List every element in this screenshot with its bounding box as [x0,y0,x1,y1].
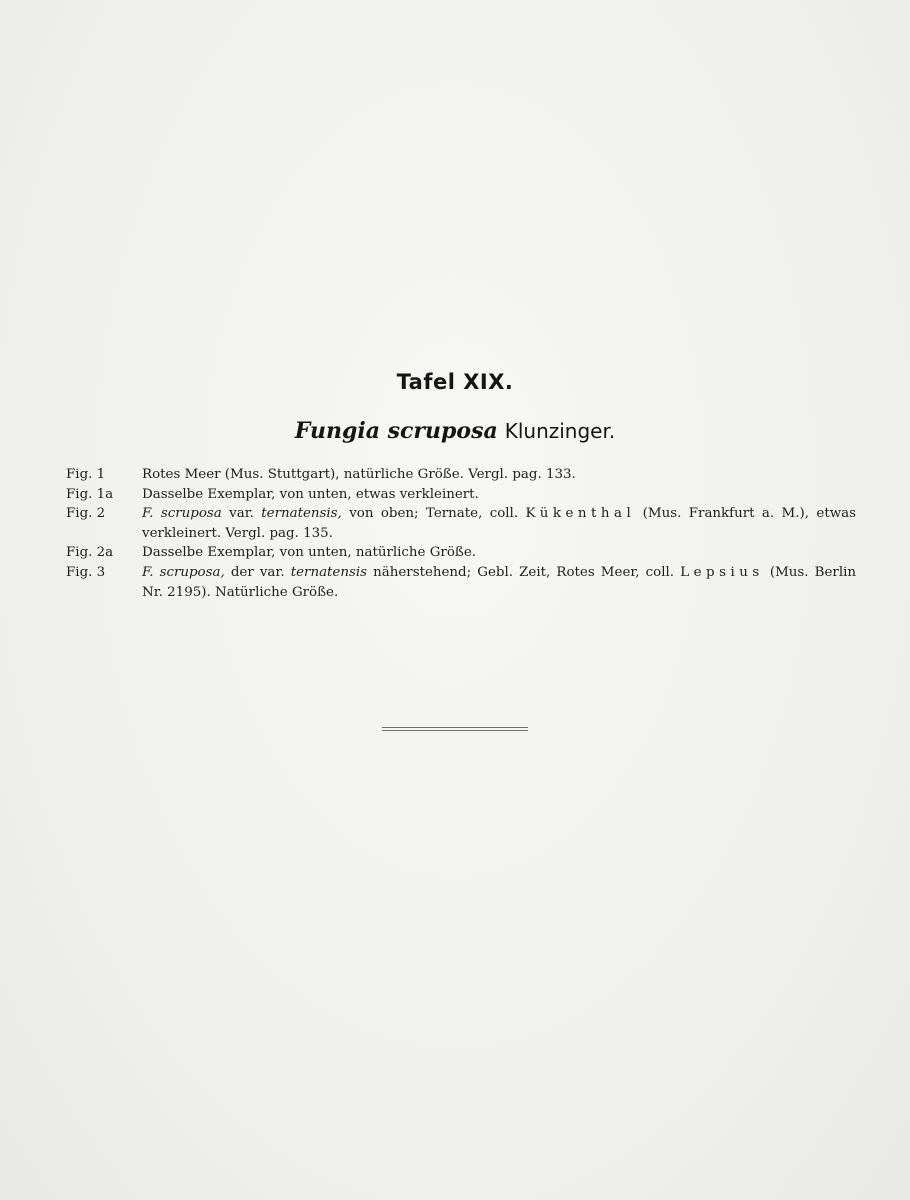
plate-species-heading [0,418,910,444]
figure-caption [66,485,856,505]
figure-description [142,485,856,505]
figure-caption [66,563,856,602]
caption-text: näherstehend; Gebl. Zeit, Rotes Meer, coll. [367,564,681,580]
figure-label: Fig. 1 [66,467,106,482]
divider-rule [382,727,528,731]
figure-label: Fig. 2 [66,506,106,522]
plate-title: Tafel XIX. [396,370,514,394]
figure-caption [66,504,856,543]
caption-species-italic: F. scruposa [142,506,222,522]
figure-description [142,465,856,485]
figure-captions-list [66,465,856,602]
figure-caption [66,543,856,563]
caption-text: Dasselbe Exemplar, von unten, etwas verkleinert. [142,486,479,502]
collector-name: Lepsius [680,564,764,580]
caption-text: var. [221,506,262,522]
caption-text: Dasselbe Exemplar, von unten, natürliche Größe. [142,545,477,561]
caption-species-italic: F. scruposa, [142,564,225,580]
species-author: Klunzinger. [504,419,616,443]
caption-variety-italic: ternatensis [290,564,368,580]
figure-caption [66,465,856,485]
figure-description [142,543,856,563]
caption-text: (Mus. Frankfurt a. M.), etwas verkleinert. Vergl. pag. 135. [142,506,857,541]
caption-text: (Mus. Berlin Nr. 2195). Natürliche Größe. [142,564,857,600]
figure-label: Fig. 3 [66,564,106,580]
figure-label: Fig. 2a [66,545,114,561]
figure-description [142,563,856,602]
caption-variety-italic: ternatensis, [261,506,342,522]
caption-text: von oben; Ternate, coll. [341,506,526,522]
figure-description [142,504,856,543]
caption-text: Rotes Meer (Mus. Stuttgart), natürliche Größe. Vergl. pag. 133. [142,467,576,482]
collector-name: Kükenthal [525,506,636,522]
caption-text: der var. [224,564,291,580]
species-name: Fungia scruposa [294,418,498,444]
figure-label: Fig. 1a [66,486,114,502]
